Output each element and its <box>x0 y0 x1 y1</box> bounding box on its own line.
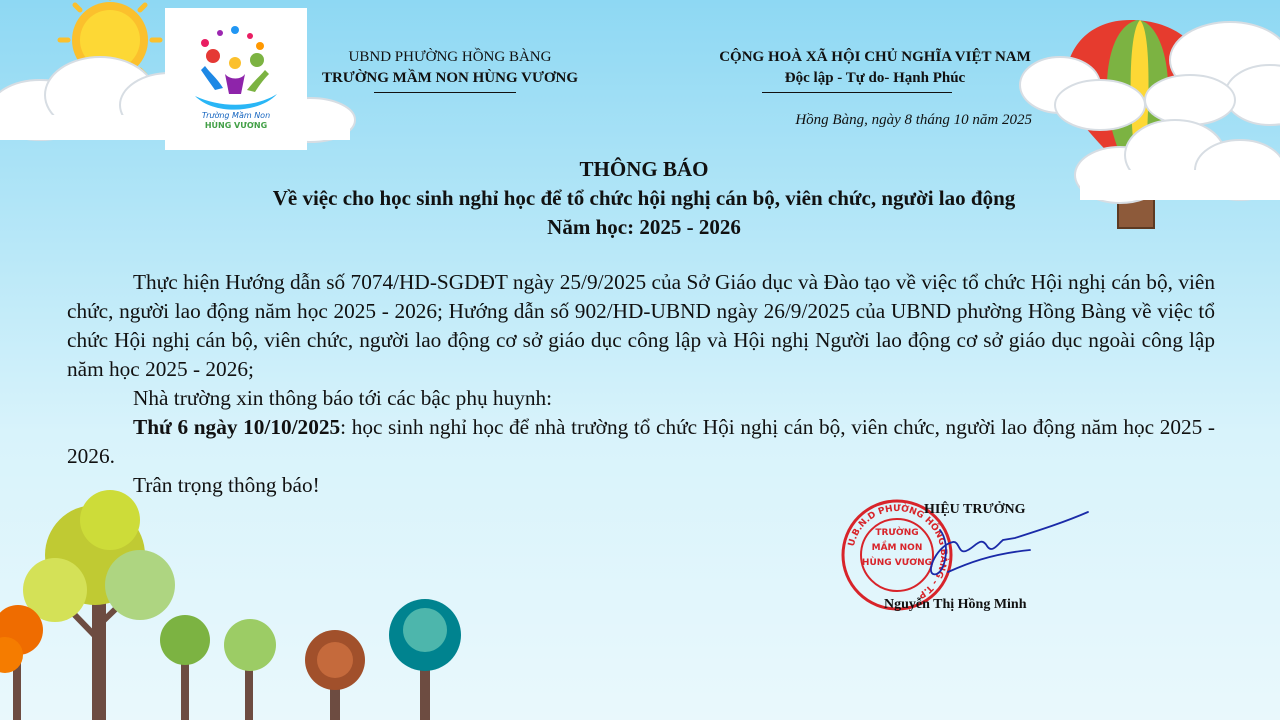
logo-line2: HÙNG VƯƠNG <box>204 121 268 130</box>
stamp-line2: MẦM NON <box>871 543 923 553</box>
header-left-underline <box>374 92 516 93</box>
header-left-line1: UBND PHƯỜNG HỒNG BÀNG <box>348 49 552 65</box>
tree-icon <box>224 619 276 720</box>
stamp-ring-text: U.B.N.D PHƯỜNG HỒNG BÀNG - T.P <box>846 503 949 600</box>
school-logo-graphic <box>165 8 307 150</box>
body-paragraph-3-rest: : học sinh nghỉ học để nhà trường tổ chức Hội nghị cán bộ, viên chức, người lao động năm học 2025 - 2026. <box>67 415 1215 468</box>
tree-icon <box>305 630 365 720</box>
title-year: Năm học: 2025 - 2026 <box>547 215 741 239</box>
tree-icon <box>160 615 210 720</box>
tree-icon <box>23 490 175 720</box>
tree-icon <box>389 599 461 720</box>
stamp-line1: TRƯỜNG <box>875 528 919 538</box>
notice-body <box>67 268 1215 500</box>
header-right <box>660 47 1090 89</box>
date-line: Hồng Bàng, ngày 8 tháng 10 năm 2025 <box>795 112 1032 128</box>
header-right-line1: CỘNG HOÀ XÃ HỘI CHỦ NGHĨA VIỆT NAM <box>719 49 1031 65</box>
logo-line1: Trường Mầm Non <box>201 111 271 120</box>
body-paragraph-1: Thực hiện Hướng dẫn số 7074/HD-SGDĐT ngày 25/9/2025 của Sở Giáo dục và Đào tạo về việc tổ chức Hội nghị cán bộ, viên chức, người lao động năm học 2025 - 2026; Hướng dẫn số 902/HD-UBND ngày 26/9/2025 của UBND phường Hồng Bàng về việc tổ chức Hội nghị cán bộ, viên chức, người lao động cơ sở giáo dục công lập và Hội nghị Người lao động cơ sở giáo dục ngoài công lập năm học 2025 - 2026; <box>67 270 1215 381</box>
notice-title <box>0 155 1280 242</box>
header-left-line2: TRƯỜNG MẦM NON HÙNG VƯƠNG <box>321 70 579 86</box>
header-left <box>290 47 610 89</box>
signature-name: Nguyễn Thị Hồng Minh <box>884 597 1027 612</box>
handwritten-signature <box>931 512 1088 574</box>
body-paragraph-2: Nhà trường xin thông báo tới các bậc phụ huynh: <box>133 386 553 410</box>
school-logo <box>165 8 307 150</box>
body-paragraph-4: Trân trọng thông báo! <box>133 473 320 497</box>
title-sub: Về việc cho học sinh nghỉ học để tổ chức hội nghị cán bộ, viên chức, người lao động <box>272 186 1016 210</box>
body-date-highlight: Thứ 6 ngày 10/10/2025 <box>133 415 341 439</box>
stamp-line3: HÙNG VƯƠNG <box>861 558 933 568</box>
title-main: THÔNG BÁO <box>579 157 709 181</box>
header-right-line2: Độc lập - Tự do- Hạnh Phúc <box>784 70 966 86</box>
signature-title: HIỆU TRƯỞNG <box>924 502 1026 517</box>
header-right-underline <box>762 92 952 93</box>
body-paragraph-3 <box>67 413 1215 471</box>
tree-icon <box>0 605 43 720</box>
